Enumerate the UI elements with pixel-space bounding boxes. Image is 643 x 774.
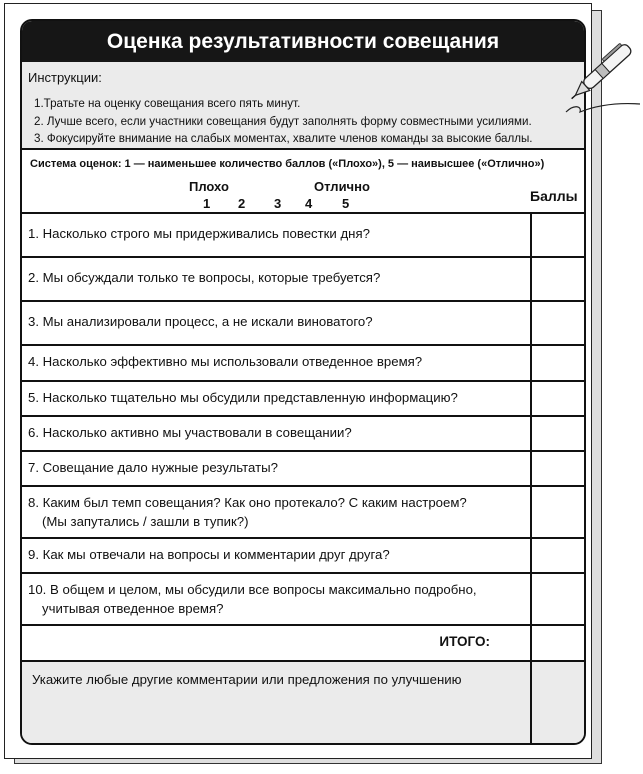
- score-cell[interactable]: [530, 380, 584, 415]
- scale-number: 2: [238, 196, 246, 211]
- score-cell[interactable]: [530, 537, 584, 572]
- scale-low-label: Плохо: [189, 179, 229, 194]
- rating-scale-section: [22, 150, 584, 212]
- question-text: 3. Мы анализировали процесс, а не искали виноватого?: [28, 314, 373, 329]
- evaluation-form: [20, 19, 586, 745]
- score-column-header: Баллы: [530, 188, 578, 204]
- question-row: [22, 380, 530, 415]
- question-row: [22, 256, 530, 300]
- score-cell[interactable]: [530, 300, 584, 344]
- question-row: [22, 344, 530, 380]
- comments-label: Укажите любые другие комментарии или предложения по улучшению: [32, 672, 462, 687]
- score-cell[interactable]: [530, 344, 584, 380]
- total-row: [22, 624, 530, 660]
- instruction-item: 3. Фокусируйте внимание на слабых моментах, хвалите членов команды за высокие баллы.: [34, 132, 533, 145]
- score-cell[interactable]: [530, 212, 584, 256]
- question-text: 9. Как мы отвечали на вопросы и комментарии друг друга?: [28, 547, 390, 562]
- scale-number: 4: [305, 196, 313, 211]
- question-row: [22, 485, 530, 537]
- question-text: 10. В общем и целом, мы обсудили все вопросы максимально подробно,: [28, 582, 477, 597]
- question-row: [22, 572, 530, 624]
- comments-section[interactable]: [22, 660, 584, 745]
- form-title: Оценка результативности совещания: [22, 21, 584, 62]
- question-text: 5. Насколько тщательно мы обсудили представленную информацию?: [28, 390, 458, 405]
- instructions-list: [34, 95, 533, 148]
- instruction-item: 2. Лучше всего, если участники совещания будут заполнять форму совместными усилиями.: [34, 114, 532, 128]
- instructions-section: [22, 62, 584, 150]
- comments-side-cell: [530, 662, 586, 745]
- question-text: 6. Насколько активно мы участвовали в совещании?: [28, 425, 352, 440]
- question-text: 1. Насколько строго мы придерживались повестки дня?: [28, 226, 370, 241]
- question-text: 2. Мы обсуждали только те вопросы, которые требуется?: [28, 270, 381, 285]
- total-score-cell[interactable]: [530, 624, 584, 660]
- score-cell[interactable]: [530, 572, 584, 624]
- question-row: [22, 415, 530, 450]
- question-text: 7. Совещание дало нужные результаты?: [28, 460, 278, 475]
- rating-scale-description: Система оценок: 1 — наименьшее количество баллов («Плохо»), 5 — наивысшее («Отлично»): [30, 158, 545, 170]
- question-text: 4. Насколько эффективно мы использовали отведенное время?: [28, 354, 423, 369]
- question-text: 8. Каким был темп совещания? Как оно протекало? С каким настроем?: [28, 495, 467, 510]
- question-text-cont: учитывая отведенное время?: [42, 601, 224, 616]
- question-row: [22, 212, 530, 256]
- question-row: [22, 300, 530, 344]
- scale-number: 3: [274, 196, 282, 211]
- score-cell[interactable]: [530, 415, 584, 450]
- scale-number: 5: [342, 196, 350, 211]
- question-row: [22, 450, 530, 485]
- scale-high-label: Отлично: [314, 179, 370, 194]
- question-text-cont: (Мы запутались / зашли в тупик?): [42, 514, 249, 529]
- score-cell[interactable]: [530, 450, 584, 485]
- instruction-item: 1.Тратьте на оценку совещания всего пять минут.: [34, 97, 301, 110]
- score-cell[interactable]: [530, 256, 584, 300]
- scale-number: 1: [203, 196, 211, 211]
- score-cell[interactable]: [530, 485, 584, 537]
- instructions-heading: Инструкции:: [28, 70, 102, 85]
- total-label: ИТОГО:: [439, 634, 490, 649]
- pen-icon: [560, 30, 642, 120]
- question-row: [22, 537, 530, 572]
